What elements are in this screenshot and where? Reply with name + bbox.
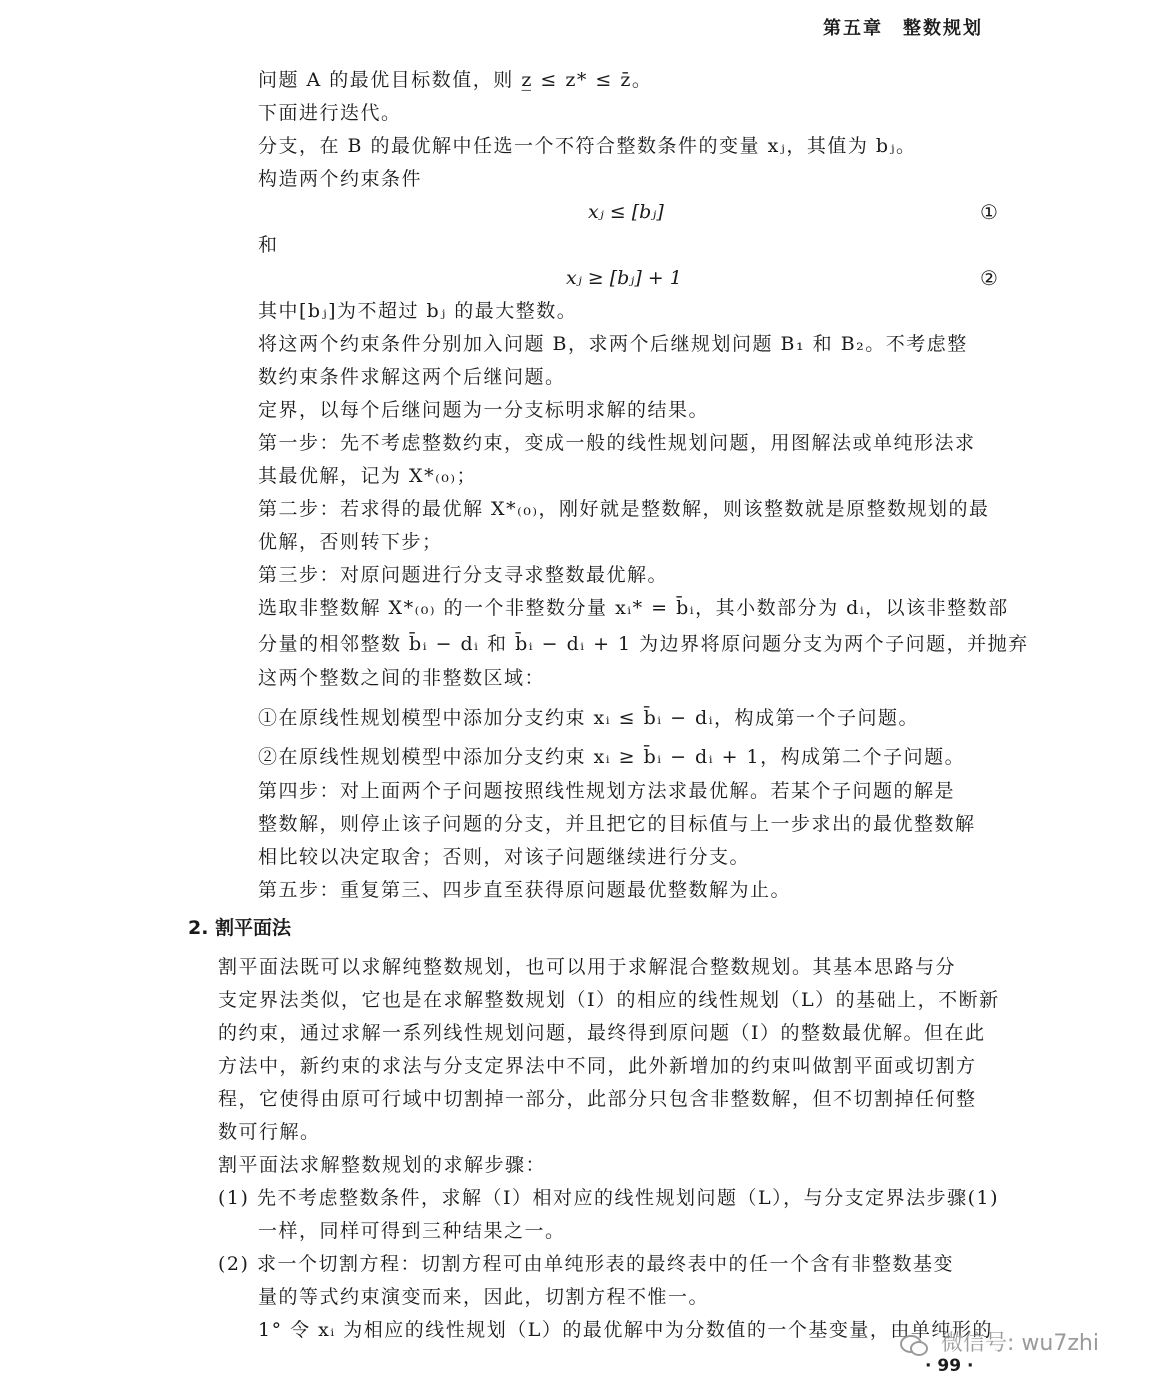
body-line: 选取非整数解 X*₍₀₎ 的一个非整数分量 xᵢ* = b̄ᵢ，其小数部分为 dᵢ，以该非整数部: [258, 597, 1009, 619]
body-line: ①在原线性规划模型中添加分支约束 xᵢ ≤ b̄ᵢ − dᵢ，构成第一个子问题。: [258, 707, 920, 729]
chapter-header: 第五章 整数规划: [823, 18, 983, 39]
body-line: 将这两个约束条件分别加入问题 B，求两个后继规划问题 B₁ 和 B₂。不考虑整: [258, 333, 968, 355]
body-line: 优解，否则转下步；: [258, 531, 443, 553]
body-line: 第四步：对上面两个子问题按照线性规划方法求最优解。若某个子问题的解是: [258, 780, 956, 802]
section-line: 数可行解。: [218, 1121, 321, 1143]
body-line: 相比较以决定取舍；否则，对该子问题继续进行分支。: [258, 846, 751, 868]
equation-2: xⱼ ≥ [bⱼ] + 1: [566, 267, 682, 289]
body-line: 第二步：若求得的最优解 X*₍₀₎，刚好就是整数解，则该整数就是原整数规划的最: [258, 498, 990, 520]
section-line: 程，它使得由原可行域中切割掉一部分，此部分只包含非整数解，但不切割掉任何整: [218, 1088, 977, 1110]
body-line: ②在原线性规划模型中添加分支约束 xᵢ ≥ b̄ᵢ − dᵢ + 1，构成第二个子问题。: [258, 746, 966, 768]
body-line: 数约束条件求解这两个后继问题。: [258, 366, 566, 388]
body-line: 问题 A 的最优目标数值，则 z̲ ≤ z* ≤ z̄。: [258, 69, 653, 91]
section-line: (1) 先不考虑整数条件，求解（Ⅰ）相对应的线性规划问题（L），与分支定界法步骤(1): [218, 1187, 999, 1209]
section-line: 1° 令 xᵢ 为相应的线性规划（L）的最优解中为分数值的一个基变量，由单纯形的: [258, 1319, 993, 1341]
body-line: 第五步：重复第三、四步直至获得原问题最优整数解为止。: [258, 879, 792, 901]
equation-1-number: ①: [980, 200, 998, 224]
equation-1: xⱼ ≤ [bⱼ]: [588, 201, 664, 223]
body-line: 和: [258, 234, 279, 256]
section-line: 支定界法类似，它也是在求解整数规划（Ⅰ）的相应的线性规划（L）的基础上，不断新: [218, 989, 1000, 1011]
body-line: 第一步：先不考虑整数约束，变成一般的线性规划问题，用图解法或单纯形法求: [258, 432, 976, 454]
wechat-watermark: [900, 1326, 1099, 1357]
body-line: 整数解，则停止该子问题的分支，并且把它的目标值与上一步求出的最优整数解: [258, 813, 976, 835]
section-line: 量的等式约束演变而来，因此，切割方程不惟一。: [258, 1286, 710, 1308]
equation-2-number: ②: [980, 266, 998, 290]
section-title: 2. 割平面法: [188, 917, 292, 939]
body-line: 其最优解，记为 X*₍₀₎；: [258, 465, 478, 487]
body-line: 第三步：对原问题进行分支寻求整数最优解。: [258, 564, 669, 586]
page-number: · 99 ·: [925, 1356, 974, 1376]
body-line: 分量的相邻整数 b̄ᵢ − dᵢ 和 b̄ᵢ − dᵢ + 1 为边界将原问题分支为两个子问题，并抛弃: [258, 633, 1029, 655]
body-line: 构造两个约束条件: [258, 168, 423, 190]
wechat-icon: [900, 1333, 928, 1355]
body-line: 定界，以每个后继问题为一分支标明求解的结果。: [258, 399, 710, 421]
section-line: (2) 求一个切割方程：切割方程可由单纯形表的最终表中的任一个含有非整数基变: [218, 1253, 954, 1275]
section-line: 一样，同样可得到三种结果之一。: [258, 1220, 566, 1242]
body-line: 其中[bⱼ]为不超过 bⱼ 的最大整数。: [258, 300, 578, 322]
section-line: 的约束，通过求解一系列线性规划问题，最终得到原问题（Ⅰ）的整数最优解。但在此: [218, 1022, 986, 1044]
body-line: 这两个整数之间的非整数区域：: [258, 667, 546, 689]
section-line: 方法中，新约束的求法与分支定界法中不同，此外新增加的约束叫做割平面或切割方: [218, 1055, 977, 1077]
section-line: 割平面法既可以求解纯整数规划，也可以用于求解混合整数规划。其基本思路与分: [218, 956, 957, 978]
watermark-text: 微信号: wu7zhi: [941, 1331, 1099, 1356]
body-line: 分支，在 B 的最优解中任选一个不符合整数条件的变量 xⱼ，其值为 bⱼ。: [258, 135, 917, 157]
body-line: 下面进行迭代。: [258, 102, 402, 124]
section-line: 割平面法求解整数规划的求解步骤：: [218, 1154, 547, 1176]
